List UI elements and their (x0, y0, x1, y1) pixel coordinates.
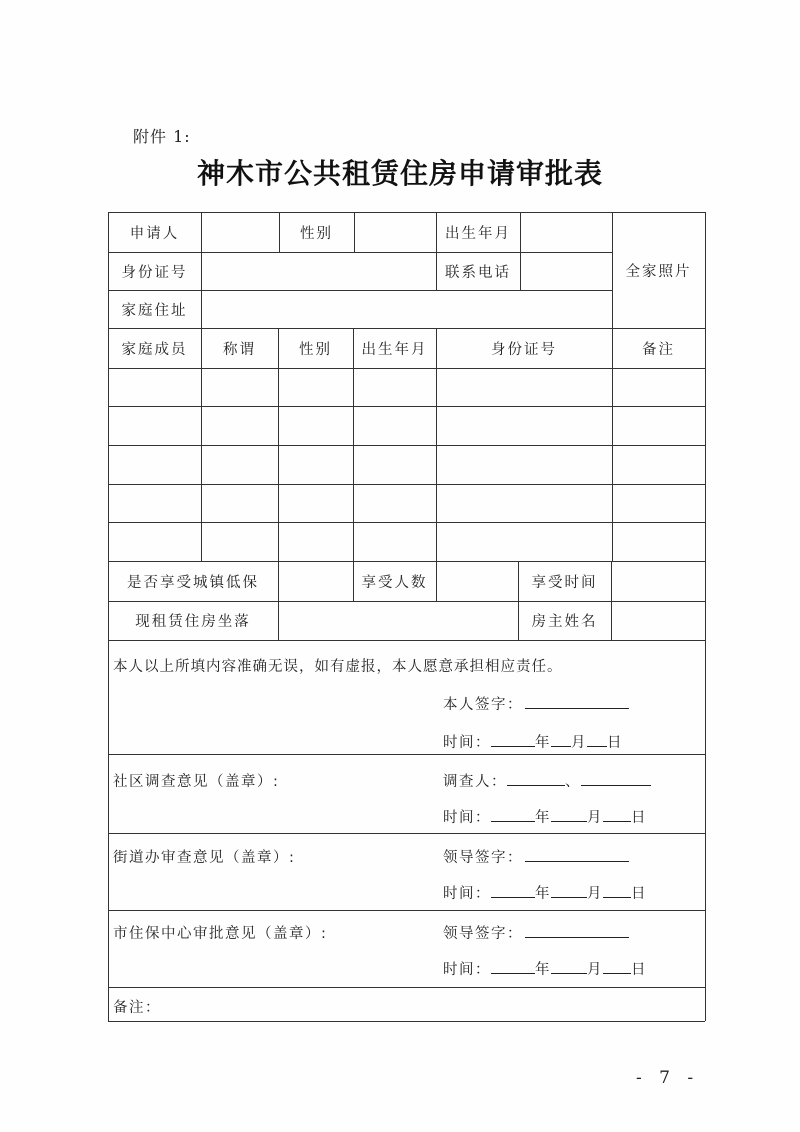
time-label: 时间： (443, 886, 491, 902)
member-remarks-input[interactable] (612, 368, 705, 406)
rental-location-label: 现租赁住房坐落 (135, 614, 251, 630)
member-name-input[interactable] (108, 522, 201, 561)
page-number: - 7 - (636, 1068, 700, 1088)
declaration-date-field[interactable] (443, 731, 623, 752)
beneficiary-count-input[interactable] (436, 561, 518, 601)
address-label: 家庭住址 (121, 302, 188, 319)
member-id-input[interactable] (436, 522, 612, 561)
member-id-input[interactable] (436, 484, 612, 522)
day-blank[interactable] (603, 807, 631, 822)
phone-label: 联系电话 (445, 264, 511, 281)
street-office-opinion-label: 街道办审查意见（盖章）: (113, 850, 296, 866)
family-photo-label: 全家照片 (625, 263, 692, 280)
street-leader-signature-field[interactable] (443, 846, 629, 867)
remarks-label: 备注： (113, 1000, 161, 1016)
member-gender-input[interactable] (278, 522, 353, 561)
year-blank[interactable] (491, 883, 535, 898)
member-birth-input[interactable] (353, 406, 436, 445)
member-remarks-input[interactable] (612, 484, 705, 522)
day-label: 日 (631, 810, 647, 826)
year-label: 年 (535, 962, 551, 978)
row-line (108, 833, 705, 834)
time-label: 时间： (443, 962, 491, 978)
year-label: 年 (535, 810, 551, 826)
member-relation-input[interactable] (201, 406, 278, 445)
day-label: 日 (631, 962, 647, 978)
benefit-time-label: 享受时间 (531, 574, 598, 591)
member-birth-input[interactable] (353, 484, 436, 522)
landlord-label: 房主姓名 (531, 614, 598, 630)
rental-location-input[interactable] (278, 601, 518, 640)
low-income-label: 是否享受城镇低保 (127, 574, 259, 591)
leader-signature-label: 领导签字： (443, 926, 523, 942)
month-label: 月 (571, 735, 587, 751)
applicant-label: 申请人 (129, 225, 180, 242)
day-label: 日 (631, 886, 647, 902)
member-id-input[interactable] (436, 368, 612, 406)
community-opinion-label: 社区调查意见（盖章）: (113, 774, 280, 790)
housing-center-date-field[interactable] (443, 958, 647, 979)
low-income-input[interactable] (278, 561, 353, 601)
investigator-field[interactable] (443, 770, 651, 791)
beneficiary-count-label: 享受人数 (361, 574, 428, 591)
day-blank[interactable] (587, 732, 607, 747)
leader-signature-label: 领导签字： (443, 850, 523, 866)
housing-center-opinion-label: 市住保中心审批意见（盖章）: (113, 926, 328, 942)
member-header-birth: 出生年月 (361, 341, 428, 358)
year-blank[interactable] (491, 807, 535, 822)
member-name-input[interactable] (108, 406, 201, 445)
gender-input[interactable] (354, 212, 436, 252)
id-number-label: 身份证号 (121, 264, 188, 281)
member-id-input[interactable] (436, 406, 612, 445)
row-line (108, 754, 705, 755)
month-blank[interactable] (551, 883, 587, 898)
month-blank[interactable] (551, 732, 571, 747)
id-number-input[interactable] (201, 252, 436, 290)
applicant-input[interactable] (201, 212, 279, 252)
member-header-relation: 称谓 (223, 341, 256, 358)
birth-label: 出生年月 (445, 225, 511, 242)
signature-label: 本人签字： (443, 697, 523, 713)
center-leader-signature-field[interactable] (443, 922, 629, 943)
member-id-input[interactable] (436, 445, 612, 484)
member-relation-input[interactable] (201, 368, 278, 406)
birth-input[interactable] (520, 212, 612, 252)
member-birth-input[interactable] (353, 522, 436, 561)
investigator-label: 调查人： (443, 774, 507, 790)
remarks-input[interactable] (170, 988, 700, 1020)
member-gender-input[interactable] (278, 368, 353, 406)
address-input[interactable] (201, 290, 612, 328)
member-name-input[interactable] (108, 445, 201, 484)
day-label: 日 (607, 735, 623, 751)
benefit-time-input[interactable] (611, 561, 705, 601)
signature-blank[interactable] (525, 694, 629, 709)
member-header-id: 身份证号 (491, 341, 557, 358)
day-blank[interactable] (603, 883, 631, 898)
investigator-1-blank[interactable] (507, 771, 565, 786)
month-label: 月 (587, 810, 603, 826)
time-label: 时间： (443, 735, 491, 751)
leader-signature-blank[interactable] (525, 923, 629, 938)
investigator-separator: 、 (565, 774, 581, 790)
member-remarks-input[interactable] (612, 522, 705, 561)
month-blank[interactable] (551, 959, 587, 974)
table-border-bottom (108, 1021, 705, 1022)
gender-label: 性别 (300, 225, 333, 242)
member-birth-input[interactable] (353, 368, 436, 406)
member-gender-input[interactable] (278, 445, 353, 484)
declaration-statement: 本人以上所填内容准确无误，如有虚报，本人愿意承担相应责任。 (113, 659, 563, 675)
member-birth-input[interactable] (353, 445, 436, 484)
community-date-field[interactable] (443, 806, 647, 827)
member-relation-input[interactable] (201, 522, 278, 561)
member-header-gender: 性别 (299, 341, 332, 358)
member-relation-input[interactable] (201, 484, 278, 522)
form-title: 神木市公共租赁住房申请审批表 (196, 157, 603, 190)
member-remarks-input[interactable] (612, 445, 705, 484)
landlord-input[interactable] (611, 601, 705, 640)
year-label: 年 (535, 886, 551, 902)
street-office-date-field[interactable] (443, 882, 647, 903)
month-blank[interactable] (551, 807, 587, 822)
member-remarks-input[interactable] (612, 406, 705, 445)
leader-signature-blank[interactable] (525, 847, 629, 862)
year-blank[interactable] (491, 959, 535, 974)
year-blank[interactable] (491, 732, 535, 747)
member-gender-input[interactable] (278, 406, 353, 445)
month-label: 月 (587, 962, 603, 978)
investigator-2-blank[interactable] (581, 771, 651, 786)
year-label: 年 (535, 735, 551, 751)
applicant-signature-field[interactable] (443, 693, 629, 714)
row-line (108, 910, 705, 911)
member-gender-input[interactable] (278, 484, 353, 522)
month-label: 月 (587, 886, 603, 902)
phone-input[interactable] (520, 252, 612, 290)
row-line (108, 640, 705, 641)
time-label: 时间： (443, 810, 491, 826)
day-blank[interactable] (603, 959, 631, 974)
attachment-label: 附件 1: (133, 127, 191, 146)
member-header-remarks: 备注 (642, 341, 675, 358)
member-relation-input[interactable] (201, 445, 278, 484)
member-name-input[interactable] (108, 368, 201, 406)
member-header-name: 家庭成员 (121, 341, 188, 358)
member-name-input[interactable] (108, 484, 201, 522)
table-border-right (705, 212, 706, 1021)
